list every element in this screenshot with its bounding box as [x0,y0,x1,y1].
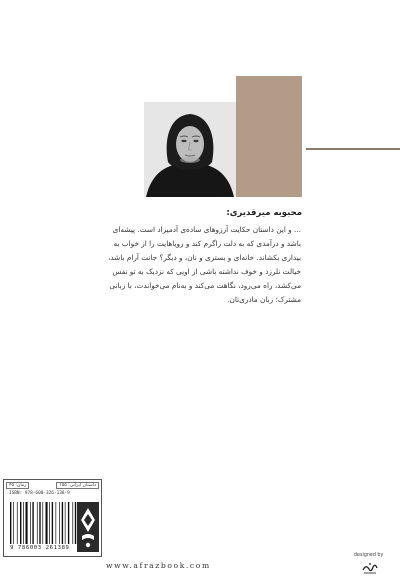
isbn-barcode-panel [3,479,102,557]
designed-by-label: designed by [354,553,384,558]
decorative-rule [306,148,400,150]
excerpt-line: باشد و درآمدی که به دلت راگرم کند و رویاهایت را از خواب به [113,238,301,248]
afraz-publisher-logo [77,502,99,552]
barcode-digits: 9 786003 261389 [10,545,70,551]
accent-color-block [236,76,302,197]
author-portrait-photo [144,102,236,197]
publisher-website: www.afrazbook.com [106,561,211,570]
author-name-label: محبوبه میرقدیری: [226,208,302,218]
excerpt-line: خیالت نلرزد و خوف نداشته باشی از اویی که نزدیک به تو نفس [112,266,301,276]
isbn-number: ISBN: 978-600-326-138-9 [9,491,70,496]
series-info-row [4,480,101,489]
genre-label: رمان: ۴۵ [6,482,29,489]
excerpt-line: ... و این داستان حکایت آرزوهای ساده‌ی آدمیزاد است. پیشه‌ای [112,225,301,234]
designer-signature-mark [361,561,379,575]
excerpt-paragraph [101,223,301,306]
excerpt-line: بیداری بکشاند. خانه‌ای و بستری و نان، و دیگر؟ جانت آرام باشد، [107,252,301,262]
barcode [6,500,77,554]
excerpt-line: می‌کشد، راه می‌رود، نگاهت می‌کند و به‌نام می‌خواندت، با زبانی [109,280,301,290]
series-label: داستان ایرانی: ۱۵۵ [56,482,99,489]
excerpt-line: مشترک؛ زبان مادری‌تان. [227,294,301,304]
